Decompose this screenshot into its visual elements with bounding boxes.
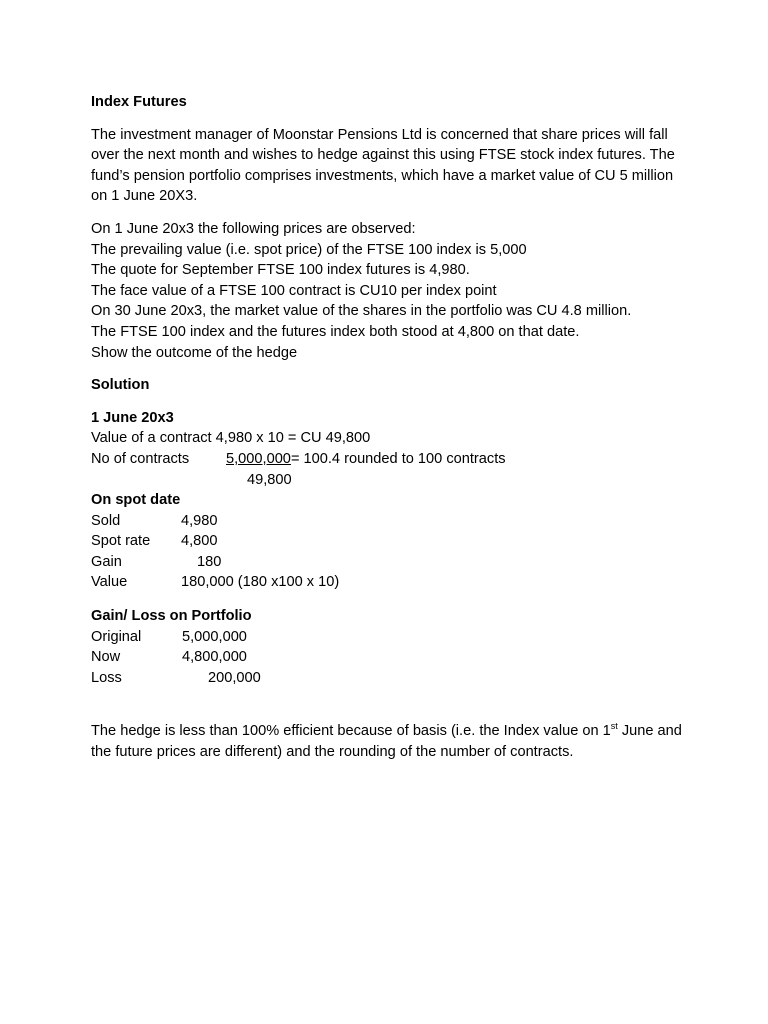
portfolio-row-value: 200,000 [208,669,261,686]
intro-paragraph: The investment manager of Moonstar Pensions Ltd is concerned that share prices will fall over the next month and wishes to hedge against this using FTSE stock index futures. The fund’s pension portfolio comprises investments, which have a market value of CU 5 million on 1 June 20X3. [91,126,675,205]
contract-value-line: Value of a contract 4,980 x 10 = CU 49,800 [91,430,371,447]
spot-row-value: 180 [197,553,222,570]
spot-row-label: Gain [91,553,122,570]
june-heading: 1 June 20x3 [91,409,174,426]
portfolio-row [91,647,691,668]
spot-row-label: Spot rate [91,533,151,550]
portfolio-row-value: 4,800,000 [182,649,247,666]
spot-row-value: 4,800 [181,533,218,550]
conclusion-paragraph [91,721,691,762]
question-line: The quote for September FTSE 100 index futures is 4,980. [91,262,470,279]
spot-row-label: Value [91,574,128,591]
spot-row-value: 180,000 (180 x100 x 10) [181,574,340,591]
portfolio-row-label: Loss [91,669,122,686]
portfolio-row [91,668,691,689]
question-line: Show the outcome of the hedge [91,344,298,361]
spot-row [91,552,691,573]
conclusion-text: The hedge is less than 100% efficient because of basis (i.e. the Index value on 1 [91,723,611,740]
spot-row-value: 4,980 [181,512,218,529]
document-page [91,92,691,763]
conclusion-superscript: st [610,721,618,732]
conclusion-text-end: June and the future prices are different) and the rounding of the number of contracts. [91,723,682,761]
question-block [91,219,691,363]
spot-row [91,572,691,593]
portfolio-heading: Gain/ Loss on Portfolio [91,608,252,625]
spot-row-label: Sold [91,512,121,529]
question-line: The face value of a FTSE 100 contract is CU10 per index point [91,282,497,299]
question-line: The FTSE 100 index and the futures index both stood at 4,800 on that date. [91,323,580,340]
portfolio-row [91,627,691,648]
spot-row [91,531,691,552]
portfolio-row-label: Now [91,649,121,666]
contracts-result: = 100.4 rounded to 100 contracts [290,450,506,467]
spot-heading: On spot date [91,492,181,509]
contracts-numerator: 5,000,000 [226,450,291,467]
portfolio-row-label: Original [91,628,142,645]
question-line: On 1 June 20x3 the following prices are observed: [91,220,416,237]
contracts-row [91,449,691,470]
question-line: On 30 June 20x3, the market value of the shares in the portfolio was CU 4.8 million. [91,303,632,320]
solution-heading: Solution [91,377,150,394]
contracts-denominator: 49,800 [247,471,292,488]
question-line: The prevailing value (i.e. spot price) of the FTSE 100 index is 5,000 [91,241,527,258]
portfolio-row-value: 5,000,000 [182,628,247,645]
contracts-label: No of contracts [91,450,190,467]
document-title: Index Futures [91,94,187,110]
spot-row [91,511,691,532]
